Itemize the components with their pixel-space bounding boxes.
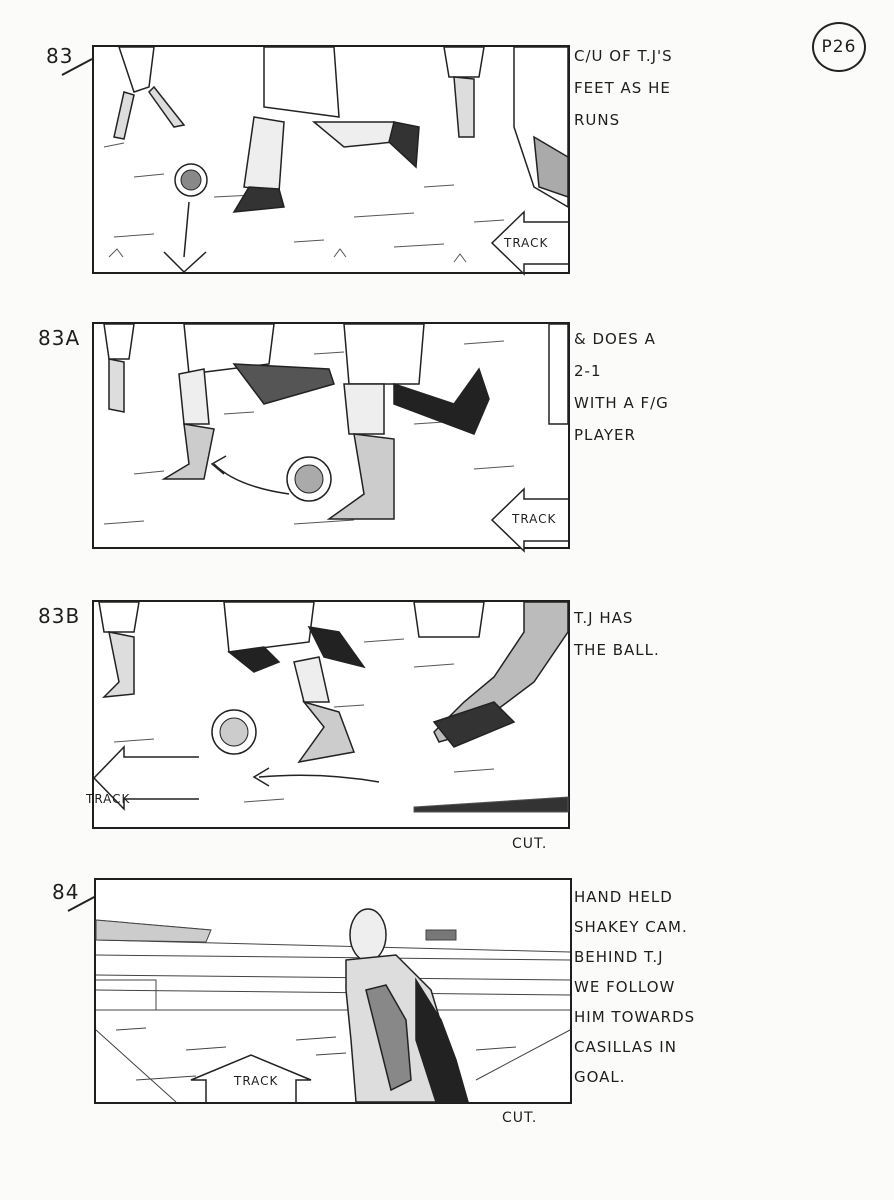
panel-83a-sketch — [94, 324, 568, 547]
note-line: RUNS — [574, 111, 621, 129]
note-line: HAND HELD — [574, 888, 673, 906]
note-line: SHAKEY CAM. — [574, 918, 688, 936]
track-label: TRACK — [234, 1074, 279, 1088]
note-line: CASILLAS IN — [574, 1038, 677, 1056]
panel-83b-sketch — [94, 602, 568, 827]
shot-number-label: 83 — [46, 44, 74, 68]
note-line: WITH A F/G — [574, 394, 669, 412]
shot-notes-84 — [574, 882, 695, 1092]
track-label: TRACK — [504, 236, 549, 250]
note-line: HIM TOWARDS — [574, 1008, 696, 1026]
shot-notes-83b — [574, 602, 660, 666]
storyboard-panel-83 — [92, 45, 570, 274]
note-line: THE BALL. — [574, 641, 660, 659]
track-label: TRACK — [86, 792, 131, 806]
shot-number-label: 83B — [38, 604, 81, 628]
track-label: TRACK — [512, 512, 557, 526]
shot-number-84 — [52, 880, 79, 904]
note-line: 2-1 — [574, 362, 602, 380]
note-line: PLAYER — [574, 426, 636, 444]
cut-label: CUT. — [512, 836, 548, 852]
shot-number-label: 83A — [38, 326, 81, 350]
note-line: FEET AS HE — [574, 79, 671, 97]
note-line: GOAL. — [574, 1068, 626, 1086]
shot-number-83a — [38, 326, 80, 350]
storyboard-panel-83b — [86, 600, 570, 829]
shot-number-83 — [46, 44, 73, 68]
storyboard-panel-84 — [94, 878, 572, 1104]
note-line: T.J HAS — [574, 609, 634, 627]
shot-number-83b — [38, 604, 80, 628]
note-line: BEHIND T.J — [574, 948, 664, 966]
shot-number-label: 84 — [52, 880, 80, 904]
page-number: P26 — [812, 22, 866, 72]
note-line: C/U OF T.J'S — [574, 47, 673, 65]
panel-83-sketch — [94, 47, 568, 272]
panel-84-sketch — [96, 880, 570, 1102]
cut-label: CUT. — [502, 1110, 538, 1126]
shot-notes-83 — [574, 40, 673, 136]
shot-notes-83a — [574, 323, 669, 451]
note-line: & DOES A — [574, 330, 656, 348]
note-line: WE FOLLOW — [574, 978, 676, 996]
storyboard-panel-83a — [92, 322, 570, 549]
